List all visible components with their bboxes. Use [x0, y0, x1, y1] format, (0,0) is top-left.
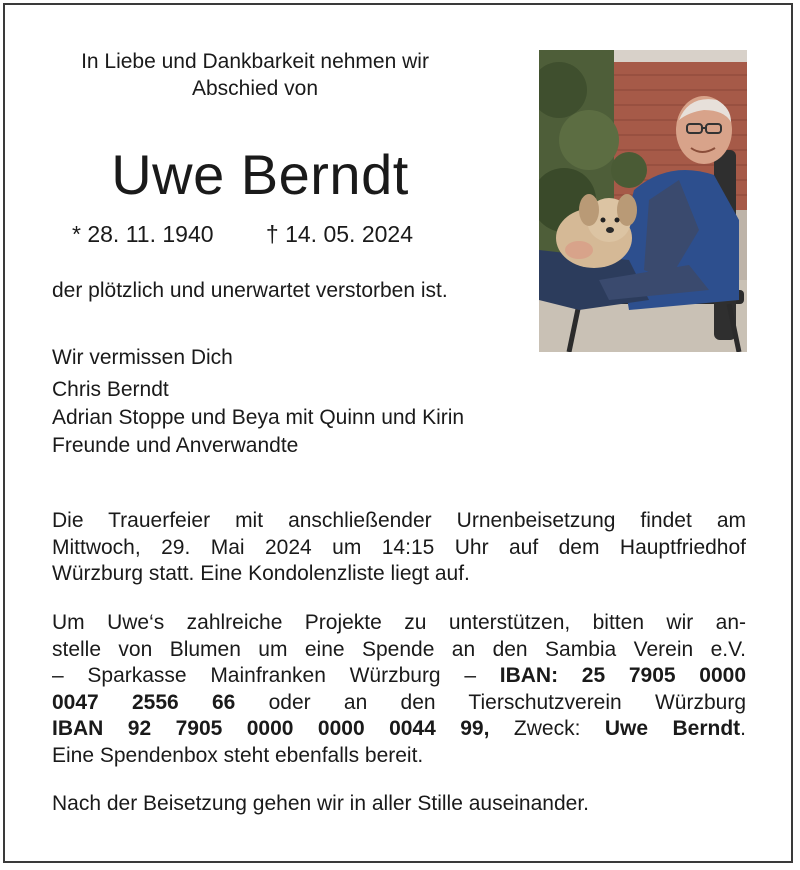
purpose-label: Zweck: [513, 717, 581, 740]
iban-1-part-2: 0047 2556 66 [52, 690, 236, 714]
mourner-2: Adrian Stoppe und Beya mit Quinn und Kirin [52, 406, 465, 429]
purpose-end: . [740, 717, 746, 740]
donation-line-1: Um Uwe‘s zahlreiche Projekte zu unterstützen, bitten wir an- [52, 611, 746, 634]
mourner-1: Chris Berndt [52, 378, 169, 401]
funeral-line-3: Würzburg statt. Eine Kondolenzliste liegt auf. [52, 562, 470, 585]
donation-line-2: stelle von Blumen um eine Spende an den Sambia Verein e.V. [52, 637, 746, 661]
funeral-line-2: Mittwoch, 29. Mai 2024 um 14:15 Uhr auf dem Hauptfriedhof [52, 535, 746, 559]
funeral-paragraph [52, 508, 746, 588]
donation-paragraph [52, 610, 746, 769]
funeral-line-1: Die Trauerfeier mit anschließender Urnenbeisetzung findet am [52, 509, 746, 532]
closing-line: Nach der Beisetzung gehen wir in aller Stille auseinander. [52, 792, 589, 815]
second-recipient: oder an den Tierschutzverein Würzburg [268, 690, 746, 714]
donation-line-4 [52, 690, 746, 717]
mourners-lead: Wir vermissen Dich [52, 346, 233, 369]
iban-1-label: IBAN: [499, 664, 559, 687]
mourners-block [52, 344, 464, 460]
portrait-illustration [539, 50, 747, 352]
mourner-3: Freunde und Anverwandte [52, 434, 299, 457]
bank-name: – Sparkasse Mainfranken Würzburg – [52, 664, 477, 687]
intro-text [50, 48, 460, 102]
purpose-value: Uwe Berndt [604, 717, 741, 740]
life-dates [72, 218, 413, 250]
donation-line-5 [52, 716, 746, 743]
death-date: † 14. 05. 2024 [265, 221, 413, 247]
iban-2: IBAN 92 7905 0000 0000 0044 99, [52, 717, 490, 740]
death-note: der plötzlich und unerwartet verstorben ist. [52, 279, 448, 302]
donation-line-3 [52, 663, 746, 690]
donation-line-6: Eine Spendenbox steht ebenfalls bereit. [52, 743, 424, 767]
birth-date: * 28. 11. 1940 [72, 221, 214, 247]
portrait-photo [539, 50, 747, 352]
deceased-name: Uwe Berndt [111, 143, 409, 206]
closing-paragraph [52, 791, 746, 818]
iban-1-part-1: 25 7905 0000 [581, 664, 746, 687]
intro-line-1: In Liebe und Dankbarkeit nehmen wir [81, 50, 429, 73]
mourners-names [52, 376, 464, 460]
intro-line-2: Abschied von [191, 77, 319, 100]
